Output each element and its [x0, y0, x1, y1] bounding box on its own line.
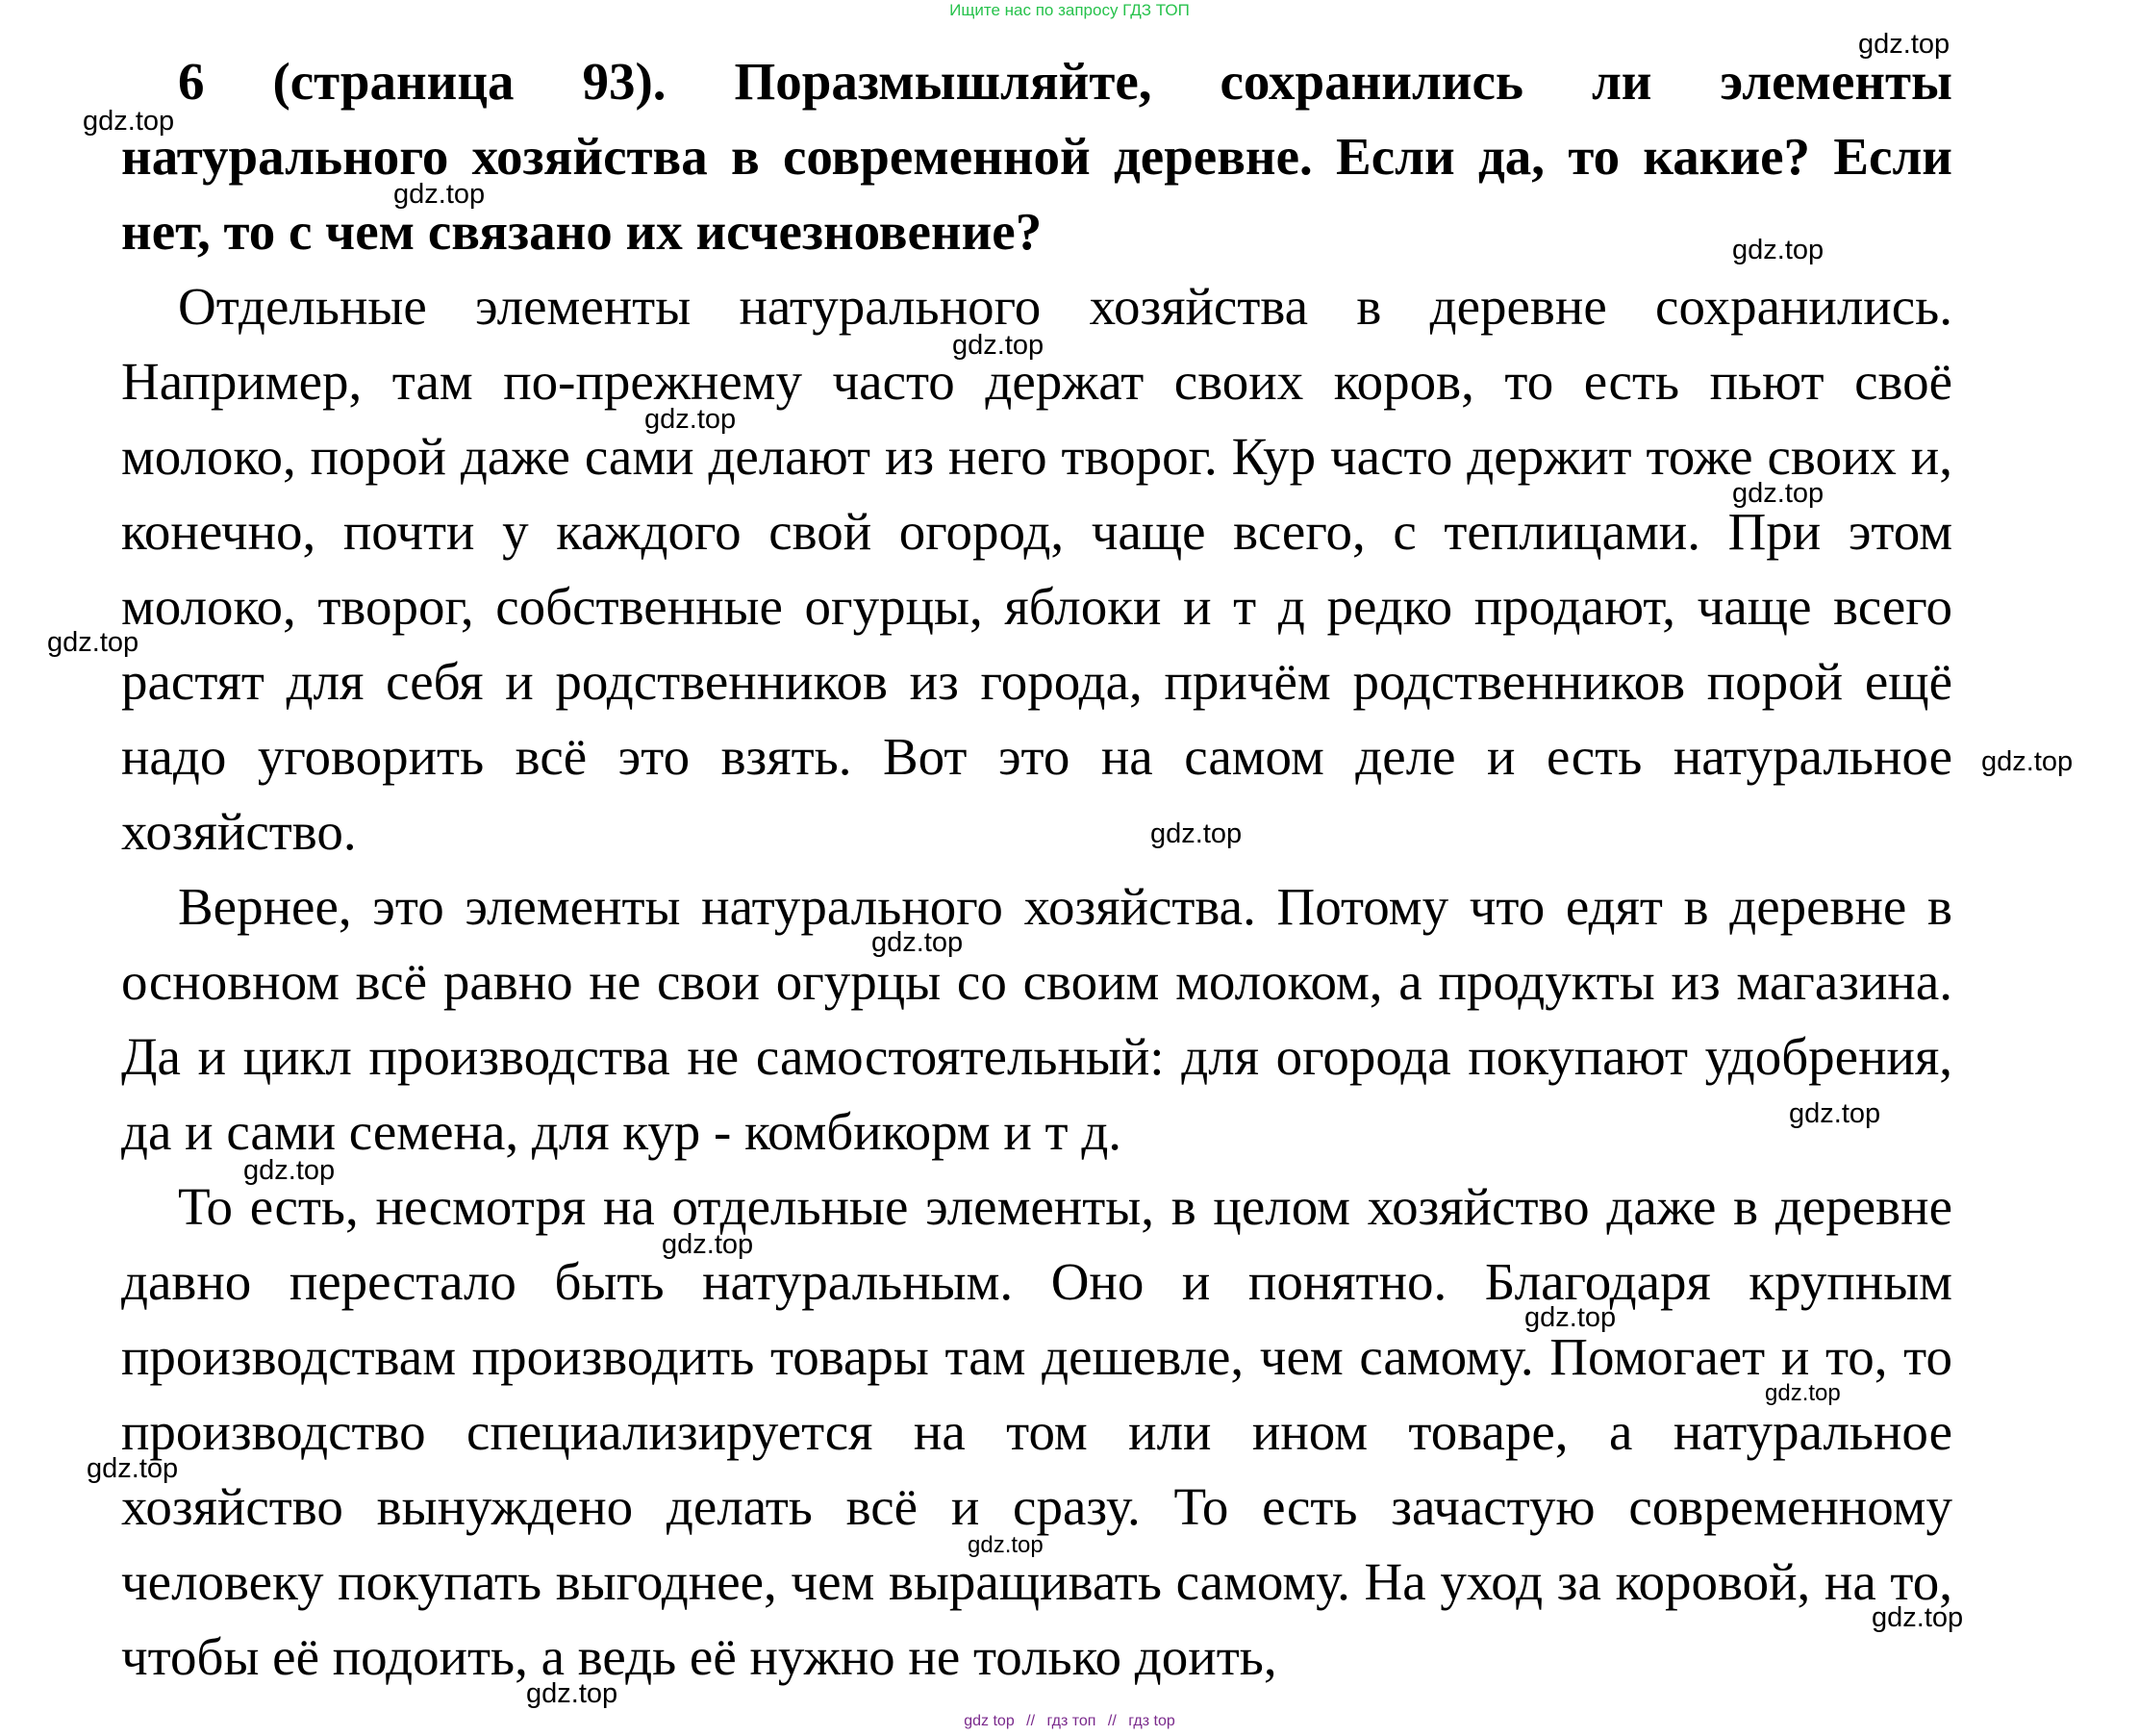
watermark: gdz.top — [871, 927, 964, 958]
answer-paragraph-2: Вернее, это элементы натурального хозяйства. Потому что едят в деревне в основном всё равно не свои огурцы со своим молоком, а продукты из магазина. Да и цикл производства не самостоятельный: для огорода покупают удобрения, да и сами семена, для кур - комбикорм и т д. — [121, 877, 1952, 1161]
watermark: gdz.top — [1765, 1380, 1841, 1406]
watermark: gdz.top — [1732, 478, 1824, 509]
watermark: gdz.top — [1858, 29, 1950, 60]
watermark: gdz.top — [952, 330, 1044, 361]
watermark: gdz.top — [1524, 1302, 1617, 1333]
watermark: gdz.top — [243, 1155, 336, 1186]
watermark: gdz.top — [47, 627, 139, 658]
watermark: gdz.top — [393, 179, 486, 210]
footer-links — [0, 1713, 2139, 1730]
answer-paragraph-1: Отдельные элементы натурального хозяйства в деревне сохранились. Например, там по-прежнему часто держат своих коров, то есть пьют своё молоко, порой даже сами делают из него творог. Кур часто держит тоже своих и, конечно, почти у каждого свой огород, чаще всего, с теплицами. При этом молоко, творог, собственные огурцы, яблоки и т д редко продают, чаще всего растят для себя и родственников из города, причём родственников порой ещё надо уговорить всё это взять. Вот это на самом деле и есть натуральное хозяйство. — [121, 277, 1952, 861]
watermark: gdz.top — [644, 404, 737, 435]
watermark: gdz.top — [87, 1453, 179, 1484]
watermark: gdz.top — [1872, 1602, 1964, 1633]
watermark: gdz.top — [1981, 746, 2074, 777]
question-heading: 6 (страница 93). Поразмышляйте, сохранились ли элементы натурального хозяйства в современной деревне. Если да, то какие? Если нет, то с чем связано их исчезновение? — [121, 52, 1952, 261]
footer-separator: // — [1107, 1713, 1117, 1729]
watermark: gdz.top — [968, 1532, 1044, 1558]
watermark: gdz.top — [1789, 1098, 1881, 1129]
watermark: gdz.top — [1732, 235, 1824, 265]
document-body — [121, 44, 1952, 1695]
footer-link-gdz-top-ru[interactable]: гдз топ — [1046, 1713, 1096, 1729]
footer-link-gdz-top[interactable]: gdz top — [964, 1713, 1015, 1729]
watermark: gdz.top — [1150, 818, 1243, 849]
watermark: gdz.top — [662, 1229, 754, 1260]
answer-paragraph-3: То есть, несмотря на отдельные элементы, в целом хозяйство даже в деревне давно перестало быть натуральным. Оно и понятно. Благодаря крупным производствам производить товары там дешевле, чем самому. Помогает и то, то производство специализируется на том или ином товаре, а натуральное хозяйство вынуждено делать всё и сразу. То есть зачастую современному человеку покупать выгоднее, чем выращивать самому. На уход за коровой, на то, чтобы её подоить, а ведь её нужно не только доить, — [121, 1177, 1952, 1686]
footer-link-gdz-top-mixed[interactable]: гдз top — [1128, 1713, 1175, 1729]
top-banner[interactable]: Ищите нас по запросу ГДЗ ТОП — [949, 1, 1190, 19]
footer-separator: // — [1026, 1713, 1036, 1729]
watermark: gdz.top — [83, 106, 175, 137]
watermark: gdz.top — [526, 1678, 618, 1709]
